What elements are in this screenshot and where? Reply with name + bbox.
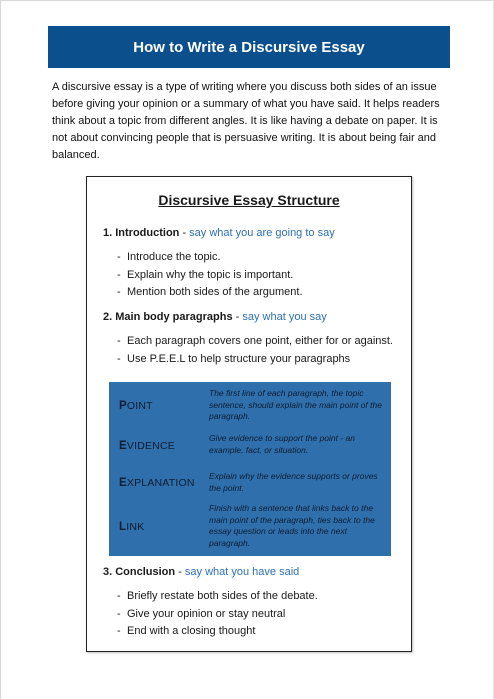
list-item xyxy=(117,249,303,267)
dash-marker: - xyxy=(117,590,121,602)
peel-initial: E xyxy=(119,477,127,489)
peel-initial: E xyxy=(119,440,127,452)
dash-marker: - xyxy=(117,352,121,365)
peel-word-rest: VIDENCE xyxy=(126,440,175,452)
list-item-text: Mention both sides of the argument. xyxy=(127,286,303,298)
section-title: 3. Conclusion xyxy=(103,566,176,578)
page-edge xyxy=(0,0,494,1)
peel-description: Give evidence to support the point - an example, fact, or situation. xyxy=(209,433,356,455)
list-item-text: Explain why the topic is important. xyxy=(127,268,294,281)
section-heading-main-body xyxy=(103,311,327,323)
structure-box xyxy=(86,176,412,652)
list-item-text: Briefly restate both sides of the debate. xyxy=(127,590,318,602)
peel-description: Explain why the evidence supports or proves the point. xyxy=(209,471,378,493)
peel-row-point xyxy=(109,382,391,428)
peel-word-rest: INK xyxy=(126,521,145,533)
peel-label xyxy=(119,400,153,412)
section-hint: say what you are going to say xyxy=(189,227,335,239)
list-item xyxy=(117,623,318,641)
peel-word-rest: OINT xyxy=(126,400,153,412)
peel-row-explanation xyxy=(109,464,391,500)
section-separator: - xyxy=(179,227,190,239)
peel-label xyxy=(119,521,144,533)
dash-marker: - xyxy=(117,607,121,620)
peel-row-link xyxy=(109,500,391,556)
list-item xyxy=(117,588,318,606)
list-item xyxy=(117,333,393,351)
list-item-text: Give your opinion or stay neutral xyxy=(127,607,286,620)
page-title: How to Write a Discursive Essay xyxy=(133,38,365,56)
dash-marker: - xyxy=(117,286,121,298)
section-separator: - xyxy=(232,311,243,323)
section-hint: say what you have said xyxy=(184,566,300,578)
peel-initial: P xyxy=(119,400,127,412)
section-title: 1. Introduction xyxy=(103,227,180,239)
list-item xyxy=(117,351,393,369)
dash-marker: - xyxy=(117,335,121,347)
peel-word-rest: XPLANATION xyxy=(126,477,195,489)
title-banner xyxy=(48,26,450,68)
list-item-text: End with a closing thought xyxy=(127,625,256,637)
list-item-text: Introduce the topic. xyxy=(127,251,221,263)
conclusion-bullets xyxy=(117,588,318,641)
peel-description: Finish with a sentence that links back to the main point of the paragraph, ties back to the essay question or leads into the next paragraph. xyxy=(209,503,375,548)
list-item-text: Use P.E.E.L to help structure your paragraphs xyxy=(127,352,351,365)
section-title: 2. Main body paragraphs xyxy=(103,311,233,323)
dash-marker: - xyxy=(117,268,121,281)
page-edge xyxy=(0,0,1,699)
list-item-text: Each paragraph covers one point, either for or against. xyxy=(127,335,393,347)
peel-row-evidence xyxy=(109,428,391,464)
introduction-bullets xyxy=(117,249,303,302)
list-item xyxy=(117,606,318,624)
list-item xyxy=(117,267,303,285)
peel-description: The first line of each paragraph, the topic sentence, should explain the main point of the paragraph. xyxy=(209,388,382,421)
intro-paragraph: A discursive essay is a type of writing where you discuss both sides of an issue before giving your opinion or a summary of what you have said. It helps readers think about a topic from different angles. It is like having a debate on paper. It is not about convincing people that is persuasive writing. It is about being fair and balanced. xyxy=(52,81,440,161)
peel-label xyxy=(119,477,195,489)
structure-title: Discursive Essay Structure xyxy=(158,192,340,208)
peel-initial: L xyxy=(119,521,127,533)
dash-marker: - xyxy=(117,251,121,263)
list-item xyxy=(117,284,303,302)
peel-label xyxy=(119,440,175,452)
section-heading-conclusion xyxy=(103,566,299,578)
section-hint: say what you say xyxy=(242,311,327,323)
section-separator: - xyxy=(175,566,185,578)
section-heading-introduction xyxy=(103,227,335,239)
peel-box xyxy=(109,382,391,556)
dash-marker: - xyxy=(117,625,121,637)
main-body-bullets xyxy=(117,333,393,368)
